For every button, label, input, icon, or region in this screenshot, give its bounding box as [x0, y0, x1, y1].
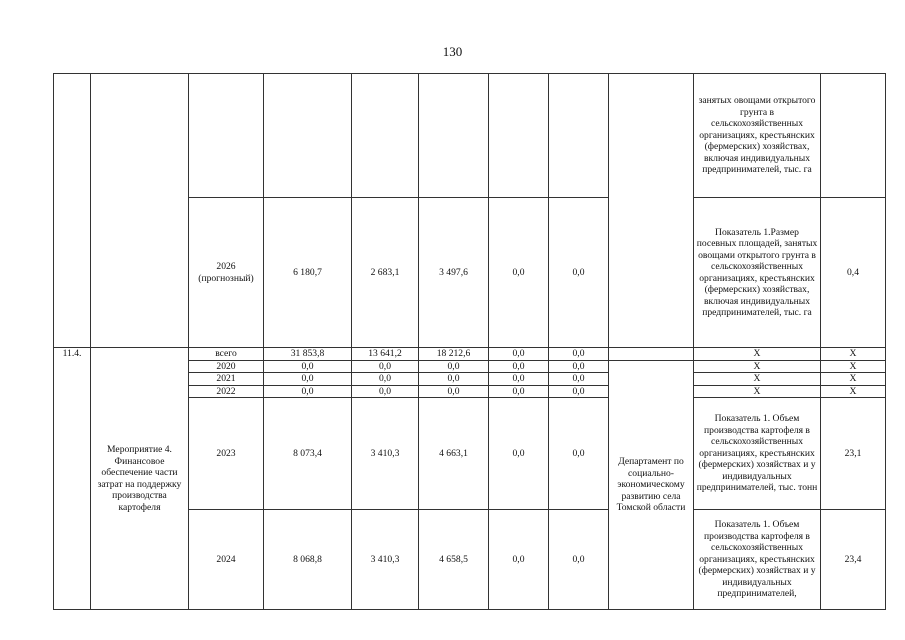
value-cell — [821, 74, 886, 198]
period-cell: 2026 (прогнозный) — [189, 198, 264, 348]
federal-cell: 3 410,3 — [352, 510, 419, 610]
federal-cell: 2 683,1 — [352, 198, 419, 348]
program-table — [53, 73, 886, 610]
extra-budget-cell: 0,0 — [549, 373, 609, 386]
municipal-cell: 0,0 — [489, 385, 549, 398]
federal-cell: 13 641,2 — [352, 348, 419, 361]
indicator-cell: Х — [694, 385, 821, 398]
total-cell: 8 073,4 — [264, 398, 352, 510]
regional-cell: 4 663,1 — [419, 398, 489, 510]
total-cell: 0,0 — [264, 373, 352, 386]
extra-budget-cell: 0,0 — [549, 398, 609, 510]
table-row — [54, 74, 886, 198]
extra-budget-cell: 0,0 — [549, 348, 609, 361]
period-cell — [189, 74, 264, 198]
page-number: 130 — [442, 44, 463, 59]
regional-cell: 0,0 — [419, 360, 489, 373]
municipal-cell: 0,0 — [489, 398, 549, 510]
regional-cell: 0,0 — [419, 373, 489, 386]
regional-cell: 18 212,6 — [419, 348, 489, 361]
municipal-cell — [489, 74, 549, 198]
value-cell: Х — [821, 360, 886, 373]
federal-cell: 0,0 — [352, 373, 419, 386]
department-cell — [609, 74, 694, 348]
period-cell: 2023 — [189, 398, 264, 510]
total-cell: 0,0 — [264, 385, 352, 398]
event-name-cell: Мероприятие 4. Финансовое обеспечение части затрат на поддержку производства картофеля — [91, 348, 189, 610]
indicator-cell: Показатель 1. Объем производства картофеля в сельскохозяйственных организациях, крестьянских (фермерских) хозяйствах и у индивидуальных предпринимателей, — [694, 510, 821, 610]
period-cell: 2020 — [189, 360, 264, 373]
table-row — [54, 348, 886, 361]
municipal-cell: 0,0 — [489, 198, 549, 348]
value-cell: Х — [821, 348, 886, 361]
value-cell: Х — [821, 385, 886, 398]
extra-budget-cell: 0,0 — [549, 385, 609, 398]
federal-cell: 0,0 — [352, 385, 419, 398]
total-cell: 6 180,7 — [264, 198, 352, 348]
municipal-cell: 0,0 — [489, 348, 549, 361]
indicator-cell: Показатель 1.Размер посевных площадей, занятых овощами открытого грунта в сельскохозяйственных организациях, крестьянских (фермерских) хозяйствах, включая индивидуальных предпринимателей, тыс. га — [694, 198, 821, 348]
extra-budget-cell: 0,0 — [549, 510, 609, 610]
regional-cell — [419, 74, 489, 198]
municipal-cell: 0,0 — [489, 510, 549, 610]
value-cell: Х — [821, 373, 886, 386]
period-cell: 2024 — [189, 510, 264, 610]
regional-cell: 0,0 — [419, 385, 489, 398]
indicator-cell: Показатель 1. Объем производства картофеля в сельскохозяйственных организациях, крестьянских (фермерских) хозяйствах и у индивидуальных предпринимателей, тыс. тонн — [694, 398, 821, 510]
indicator-cell: Х — [694, 373, 821, 386]
period-cell: 2022 — [189, 385, 264, 398]
event-name-cell — [91, 74, 189, 348]
department-cell — [609, 348, 694, 361]
department-cell: Департамент по социально-экономическому развитию села Томской области — [609, 360, 694, 610]
federal-cell — [352, 74, 419, 198]
federal-cell: 0,0 — [352, 360, 419, 373]
extra-budget-cell: 0,0 — [549, 360, 609, 373]
period-cell: всего — [189, 348, 264, 361]
indicator-cell: Х — [694, 348, 821, 361]
municipal-cell: 0,0 — [489, 360, 549, 373]
extra-budget-cell: 0,0 — [549, 198, 609, 348]
row-number-cell: 11.4. — [54, 348, 91, 610]
indicator-cell: занятых овощами открытого грунта в сельскохозяйственных организациях, крестьянских (фермерских) хозяйствах, включая индивидуальных предпринимателей, тыс. га — [694, 74, 821, 198]
indicator-cell: Х — [694, 360, 821, 373]
period-cell: 2021 — [189, 373, 264, 386]
value-cell: 0,4 — [821, 198, 886, 348]
total-cell — [264, 74, 352, 198]
value-cell: 23,4 — [821, 510, 886, 610]
row-number-cell — [54, 74, 91, 348]
federal-cell: 3 410,3 — [352, 398, 419, 510]
total-cell: 8 068,8 — [264, 510, 352, 610]
total-cell: 0,0 — [264, 360, 352, 373]
extra-budget-cell — [549, 74, 609, 198]
regional-cell: 4 658,5 — [419, 510, 489, 610]
total-cell: 31 853,8 — [264, 348, 352, 361]
value-cell: 23,1 — [821, 398, 886, 510]
municipal-cell: 0,0 — [489, 373, 549, 386]
regional-cell: 3 497,6 — [419, 198, 489, 348]
